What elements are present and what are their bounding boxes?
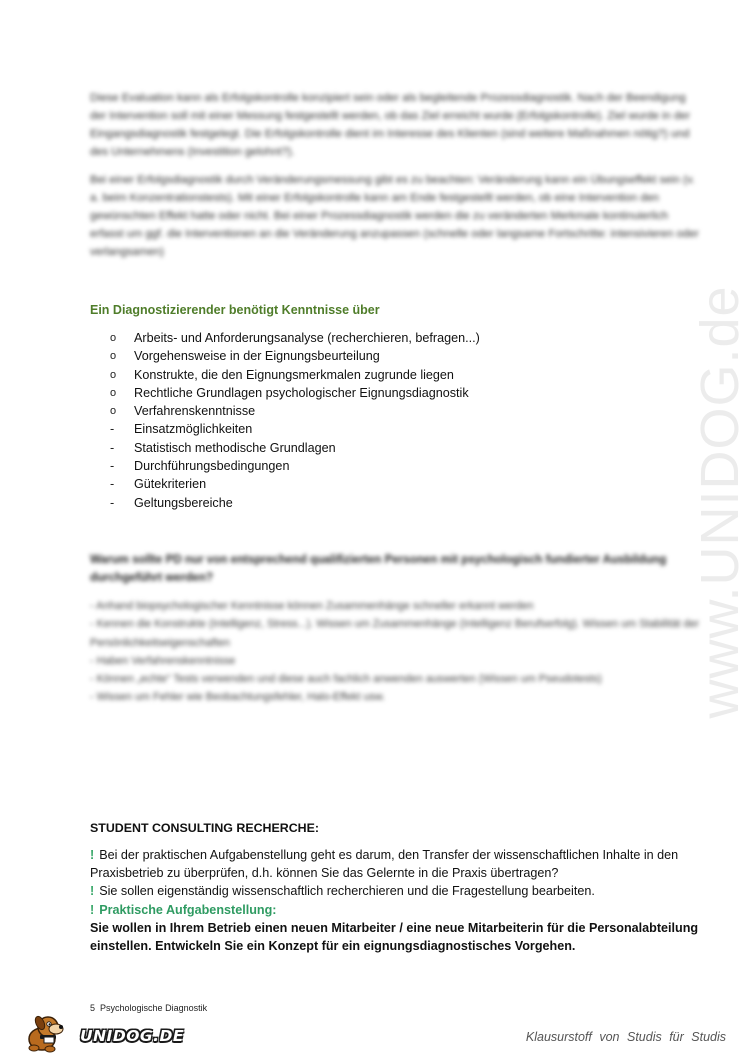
dash-bullet-icon: - [110,440,115,455]
logo-text: UNIDOG.DE [80,1027,184,1045]
list-item-text: Geltungsbereiche [134,495,233,510]
task-label: Praktische Aufgabenstellung: [99,902,277,917]
list-item [110,475,480,493]
footer-tagline: Klausurstoff von Studis für Studis [525,1030,726,1044]
paragraph-change-measurement: Bei einer Erfolgsdiagnostik durch Veränderungsmessung gibt es zu beachten: Veränderung kann ein Übungseffekt sein (v. a. beim Konzentrationstests). Mit einer Erfolgskontrolle kann am Ende festgestellt werden, ob eine Intervention den gewünschten Effekt hatte oder nicht. Bei einer Prozessdiagnostik werden die zu veränderten Merkmale kontinuierlich erfasst um ggf. die Interventionen an die Veränderung anzupassen (schnelle oder langsame Fortschritte: intensivieren oder verlangsamen) [90,174,699,258]
list-item-text: Statistisch methodische Grundlagen [134,440,336,455]
circle-bullet-icon: o [110,332,117,344]
list-item [110,347,480,365]
list-item [110,384,480,402]
dog-mascot-icon [22,1013,84,1053]
task-text: Sie wollen in Ihrem Betrieb einen neuen Mitarbeiter / eine neue Mitarbeiterin für die Personalabteilung einstellen. Entwickeln Sie ein Konzept für ein eignungsdiagnostisches Vorgehen. [90,920,699,954]
consulting-line [90,882,710,900]
list-item-text: Vorgehensweise in der Eignungsbeurteilung [134,349,380,364]
consulting-line [90,901,710,919]
consulting-line-text: Bei der praktischen Aufgabenstellung geht es darum, den Transfer der wissenschaftlichen Inhalte in den Praxisbetrieb zu überprüfen, d.h. können Sie das Gelernte in die Praxis übertragen? [90,848,679,881]
page-number: 5 [90,1003,96,1013]
list-item [110,439,480,457]
paragraph-evaluation: Diese Evaluation kann als Erfolgskontrolle konzipiert sein oder als begleitende Prozessdiagnostik. Nach der Beendigung der Intervention soll mit einer Messung festgestellt werden, ob das Ziel erreicht wurde (Erfolgskontrolle). Ziel wurde in der Eingangsdiagnostik festgelegt. Die Erfolgskontrolle dient im Interesse des Klienten (sind weitere Maßnahmen nötig?) und des Unternehmens (Investition gelohnt?). [90,92,691,158]
dash-bullet-icon: - [110,459,115,474]
student-consulting-title: STUDENT CONSULTING RECHERCHE: [90,821,319,835]
watermark-text: www.UNIDOG.de [690,285,750,719]
circle-bullet-icon: o [110,368,117,381]
knowledge-heading: Ein Diagnostizierender benötigt Kenntnisse über [90,303,380,317]
list-item: - Wissen um Fehler wie Beobachtungsfehler, Halo-Effekt usw. [90,691,386,704]
dash-bullet-icon: - [110,422,115,437]
circle-bullet-icon: o [110,405,117,418]
list-item: - Anhand biopsychologischer Kenntnisse können Zusammenhänge schneller erkannt werden [90,600,534,612]
circle-bullet-icon: o [110,386,117,399]
list-item: - Können „echte“ Tests verwenden und diese auch fachlich anwenden auswerten (Wissen um Pseudotests) [90,673,602,686]
consulting-line-text: Sie sollen eigenständig wissenschaftlich recherchieren und die Fragestellung bearbeiten. [99,884,595,899]
unidog-logo [22,1013,184,1051]
exclamation-icon: ! [90,902,95,917]
list-item: - Kennen die Konstrukte (Intelligenz, Stress...). Wissen um Zusammenhänge (Intelligenz Berufserfolg). Wissen um Stabilität der Persönlichkeitseigenschaften [90,618,700,649]
list-item-text: Rechtliche Grundlagen psychologischer Eignungsdiagnostik [134,385,469,400]
answer-list [90,597,710,707]
list-item-text: Gütekriterien [134,477,207,492]
list-item: - Haben Verfahrenskenntnisse [90,654,236,667]
list-item-text: Einsatzmöglichkeiten [134,422,253,437]
exclamation-icon: ! [90,848,95,862]
dash-bullet-icon: - [110,495,115,510]
circle-bullet-icon: o [110,350,117,363]
list-item [110,457,480,475]
list-item [110,329,480,347]
student-consulting-body [90,846,710,955]
list-item [110,494,480,512]
list-item-text: Konstrukte, die den Eignungsmerkmalen zugrunde liegen [134,367,454,382]
list-item-text: Arbeits- und Anforderungsanalyse (recherchieren, befragen...) [134,331,480,345]
list-item-text: Durchführungsbedingungen [134,459,290,474]
exclamation-icon: ! [90,884,95,899]
list-item-text: Verfahrenskenntnisse [134,404,256,419]
knowledge-list [110,329,480,512]
dash-bullet-icon: - [110,477,115,492]
list-item [110,366,480,384]
list-item [110,402,480,420]
question-heading: Warum sollte PD nur von entsprechend qualifizierten Personen mit psychologisch fundierter Ausbildung durchgeführt werden? [90,553,667,584]
page-footer [90,1003,207,1013]
consulting-line [90,846,710,882]
list-item [110,420,480,438]
page-label: Psychologische Diagnostik [100,1003,208,1013]
